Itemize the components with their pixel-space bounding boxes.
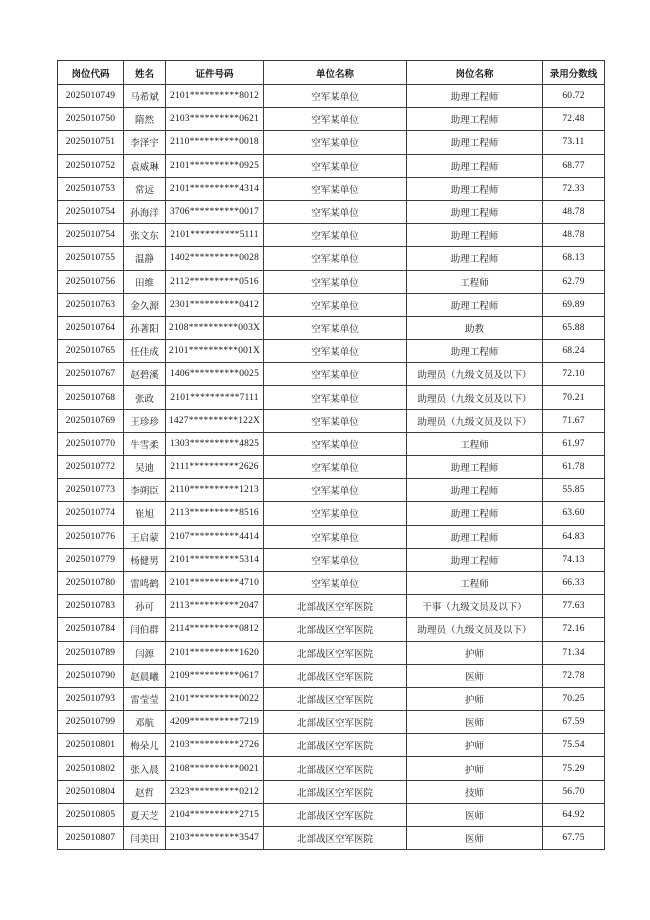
table-row <box>58 687 605 710</box>
header-position-code: 岗位代码 <box>58 61 124 85</box>
cell-admission_score: 71.67 <box>543 409 605 432</box>
table-row <box>58 525 605 548</box>
cell-admission_score: 72.33 <box>543 177 605 200</box>
table-row <box>58 618 605 641</box>
table-row <box>58 641 605 664</box>
cell-id_number: 1303**********4825 <box>166 432 264 455</box>
cell-position_code: 2025010767 <box>58 363 124 386</box>
cell-id_number: 2114**********0812 <box>166 618 264 641</box>
cell-name: 张政 <box>124 386 166 409</box>
cell-id_number: 2108**********003X <box>166 316 264 339</box>
header-admission-score: 录用分数线 <box>543 61 605 85</box>
cell-name: 李朔臣 <box>124 479 166 502</box>
cell-admission_score: 70.25 <box>543 687 605 710</box>
cell-unit_name: 北部战区空军医院 <box>264 618 407 641</box>
cell-id_number: 2113**********8516 <box>166 502 264 525</box>
cell-admission_score: 60.72 <box>543 85 605 108</box>
cell-unit_name: 空军某单位 <box>264 108 407 131</box>
cell-position_code: 2025010780 <box>58 571 124 594</box>
header-id-number: 证件号码 <box>166 61 264 85</box>
cell-unit_name: 北部战区空军医院 <box>264 595 407 618</box>
cell-position_code: 2025010756 <box>58 270 124 293</box>
cell-position_code: 2025010789 <box>58 641 124 664</box>
cell-unit_name: 空军某单位 <box>264 456 407 479</box>
cell-id_number: 2101**********1620 <box>166 641 264 664</box>
cell-unit_name: 空军某单位 <box>264 270 407 293</box>
cell-name: 赵碧溪 <box>124 363 166 386</box>
cell-id_number: 1406**********0025 <box>166 363 264 386</box>
cell-position_name: 助理工程师 <box>407 502 543 525</box>
cell-name: 闫美田 <box>124 827 166 850</box>
cell-position_name: 助理工程师 <box>407 224 543 247</box>
cell-id_number: 2101**********0925 <box>166 154 264 177</box>
table-row <box>58 386 605 409</box>
cell-unit_name: 空军某单位 <box>264 154 407 177</box>
cell-position_name: 助理员（九级文员及以下） <box>407 409 543 432</box>
cell-unit_name: 空军某单位 <box>264 363 407 386</box>
cell-unit_name: 北部战区空军医院 <box>264 664 407 687</box>
cell-position_name: 助教 <box>407 316 543 339</box>
table-row <box>58 548 605 571</box>
cell-admission_score: 63.60 <box>543 502 605 525</box>
cell-position_name: 技师 <box>407 780 543 803</box>
cell-unit_name: 空军某单位 <box>264 548 407 571</box>
cell-position_name: 医师 <box>407 827 543 850</box>
cell-admission_score: 48.78 <box>543 224 605 247</box>
cell-id_number: 2109**********0617 <box>166 664 264 687</box>
cell-id_number: 2323**********0212 <box>166 780 264 803</box>
cell-position_code: 2025010749 <box>58 85 124 108</box>
cell-position_name: 护师 <box>407 734 543 757</box>
cell-position_code: 2025010784 <box>58 618 124 641</box>
cell-unit_name: 空军某单位 <box>264 316 407 339</box>
cell-unit_name: 空军某单位 <box>264 131 407 154</box>
cell-position_name: 助理工程师 <box>407 456 543 479</box>
cell-id_number: 2101**********8012 <box>166 85 264 108</box>
cell-position_name: 护师 <box>407 757 543 780</box>
cell-id_number: 2101**********4314 <box>166 177 264 200</box>
cell-name: 李泽宇 <box>124 131 166 154</box>
cell-id_number: 2103**********2726 <box>166 734 264 757</box>
cell-name: 孙海洋 <box>124 200 166 223</box>
cell-admission_score: 69.89 <box>543 293 605 316</box>
cell-id_number: 2110**********0018 <box>166 131 264 154</box>
cell-position_code: 2025010764 <box>58 316 124 339</box>
cell-name: 王珍珍 <box>124 409 166 432</box>
cell-name: 吴迪 <box>124 456 166 479</box>
cell-position_code: 2025010790 <box>58 664 124 687</box>
cell-unit_name: 北部战区空军医院 <box>264 827 407 850</box>
cell-id_number: 2301**********0412 <box>166 293 264 316</box>
header-name: 姓名 <box>124 61 166 85</box>
cell-admission_score: 73.11 <box>543 131 605 154</box>
table-row <box>58 293 605 316</box>
cell-name: 雷莹莹 <box>124 687 166 710</box>
cell-unit_name: 空军某单位 <box>264 85 407 108</box>
cell-name: 田维 <box>124 270 166 293</box>
cell-admission_score: 65.88 <box>543 316 605 339</box>
cell-name: 赵晨曦 <box>124 664 166 687</box>
cell-id_number: 2113**********2047 <box>166 595 264 618</box>
cell-position_code: 2025010753 <box>58 177 124 200</box>
cell-name: 杨健男 <box>124 548 166 571</box>
cell-id_number: 2103**********3547 <box>166 827 264 850</box>
table-row <box>58 154 605 177</box>
cell-position_code: 2025010770 <box>58 432 124 455</box>
table-row <box>58 757 605 780</box>
cell-id_number: 4209**********7219 <box>166 711 264 734</box>
cell-name: 梅朵儿 <box>124 734 166 757</box>
cell-position_name: 助理工程师 <box>407 154 543 177</box>
cell-unit_name: 空军某单位 <box>264 247 407 270</box>
cell-position_name: 助理员（九级文员及以下） <box>407 363 543 386</box>
table-header-row <box>58 61 605 85</box>
cell-position_name: 助理员（九级文员及以下） <box>407 386 543 409</box>
header-unit-name: 单位名称 <box>264 61 407 85</box>
cell-unit_name: 北部战区空军医院 <box>264 734 407 757</box>
cell-name: 雷鸣鹤 <box>124 571 166 594</box>
cell-name: 张文东 <box>124 224 166 247</box>
table-row <box>58 224 605 247</box>
cell-position_name: 工程师 <box>407 571 543 594</box>
cell-position_name: 助理员（九级文员及以下） <box>407 618 543 641</box>
cell-position_name: 助理工程师 <box>407 177 543 200</box>
cell-name: 马希斌 <box>124 85 166 108</box>
cell-admission_score: 72.78 <box>543 664 605 687</box>
header-position-name: 岗位名称 <box>407 61 543 85</box>
cell-admission_score: 55.85 <box>543 479 605 502</box>
cell-name: 隋然 <box>124 108 166 131</box>
table-row <box>58 432 605 455</box>
cell-unit_name: 北部战区空军医院 <box>264 780 407 803</box>
cell-unit_name: 北部战区空军医院 <box>264 711 407 734</box>
cell-admission_score: 48.78 <box>543 200 605 223</box>
cell-position_name: 医师 <box>407 803 543 826</box>
cell-position_code: 2025010779 <box>58 548 124 571</box>
cell-unit_name: 空军某单位 <box>264 571 407 594</box>
table-row <box>58 177 605 200</box>
table-row <box>58 316 605 339</box>
cell-admission_score: 75.54 <box>543 734 605 757</box>
cell-unit_name: 北部战区空军医院 <box>264 641 407 664</box>
cell-name: 牛雪柔 <box>124 432 166 455</box>
cell-position_code: 2025010783 <box>58 595 124 618</box>
cell-unit_name: 空军某单位 <box>264 200 407 223</box>
cell-id_number: 2110**********1213 <box>166 479 264 502</box>
cell-admission_score: 61.97 <box>543 432 605 455</box>
cell-position_name: 助理工程师 <box>407 200 543 223</box>
cell-position_code: 2025010752 <box>58 154 124 177</box>
cell-id_number: 2104**********2715 <box>166 803 264 826</box>
cell-unit_name: 空军某单位 <box>264 409 407 432</box>
cell-id_number: 1402**********0028 <box>166 247 264 270</box>
cell-name: 金久源 <box>124 293 166 316</box>
cell-position_name: 助理工程师 <box>407 293 543 316</box>
cell-unit_name: 北部战区空军医院 <box>264 803 407 826</box>
cell-admission_score: 56.70 <box>543 780 605 803</box>
table-row <box>58 711 605 734</box>
cell-position_code: 2025010805 <box>58 803 124 826</box>
table-row <box>58 270 605 293</box>
cell-id_number: 3706**********0017 <box>166 200 264 223</box>
cell-name: 闫源 <box>124 641 166 664</box>
cell-position_code: 2025010807 <box>58 827 124 850</box>
cell-unit_name: 空军某单位 <box>264 479 407 502</box>
cell-id_number: 2111**********2626 <box>166 456 264 479</box>
table-row <box>58 502 605 525</box>
cell-unit_name: 空军某单位 <box>264 224 407 247</box>
cell-position_name: 助理工程师 <box>407 108 543 131</box>
cell-position_code: 2025010754 <box>58 224 124 247</box>
cell-id_number: 2101**********5111 <box>166 224 264 247</box>
cell-name: 邓航 <box>124 711 166 734</box>
cell-name: 孙著阳 <box>124 316 166 339</box>
cell-unit_name: 空军某单位 <box>264 293 407 316</box>
cell-unit_name: 空军某单位 <box>264 525 407 548</box>
cell-id_number: 2107**********4414 <box>166 525 264 548</box>
table-row <box>58 595 605 618</box>
cell-unit_name: 空军某单位 <box>264 432 407 455</box>
cell-admission_score: 75.29 <box>543 757 605 780</box>
cell-position_code: 2025010799 <box>58 711 124 734</box>
cell-name: 常远 <box>124 177 166 200</box>
cell-admission_score: 68.13 <box>543 247 605 270</box>
table-row <box>58 85 605 108</box>
cell-name: 夏天芝 <box>124 803 166 826</box>
table-row <box>58 803 605 826</box>
cell-admission_score: 66.33 <box>543 571 605 594</box>
cell-admission_score: 72.48 <box>543 108 605 131</box>
cell-admission_score: 62.79 <box>543 270 605 293</box>
cell-position_code: 2025010750 <box>58 108 124 131</box>
cell-unit_name: 空军某单位 <box>264 177 407 200</box>
cell-id_number: 2112**********0516 <box>166 270 264 293</box>
cell-position_name: 助理工程师 <box>407 247 543 270</box>
cell-name: 袁威琳 <box>124 154 166 177</box>
cell-position_name: 医师 <box>407 711 543 734</box>
cell-position_name: 工程师 <box>407 432 543 455</box>
cell-position_code: 2025010768 <box>58 386 124 409</box>
cell-name: 赵哲 <box>124 780 166 803</box>
cell-position_code: 2025010751 <box>58 131 124 154</box>
cell-name: 王启蒙 <box>124 525 166 548</box>
cell-unit_name: 空军某单位 <box>264 340 407 363</box>
table-row <box>58 108 605 131</box>
cell-admission_score: 72.10 <box>543 363 605 386</box>
cell-position_name: 助理工程师 <box>407 479 543 502</box>
table-row <box>58 456 605 479</box>
cell-position_name: 助理工程师 <box>407 131 543 154</box>
cell-position_code: 2025010772 <box>58 456 124 479</box>
cell-position_name: 护师 <box>407 641 543 664</box>
table-row <box>58 247 605 270</box>
table-row <box>58 827 605 850</box>
cell-position_code: 2025010776 <box>58 525 124 548</box>
table-row <box>58 409 605 432</box>
table-row <box>58 200 605 223</box>
cell-position_code: 2025010802 <box>58 757 124 780</box>
cell-id_number: 2108**********0021 <box>166 757 264 780</box>
cell-name: 任佳成 <box>124 340 166 363</box>
cell-position_name: 护师 <box>407 687 543 710</box>
cell-admission_score: 64.92 <box>543 803 605 826</box>
cell-position_name: 助理工程师 <box>407 340 543 363</box>
cell-admission_score: 72.16 <box>543 618 605 641</box>
cell-position_code: 2025010773 <box>58 479 124 502</box>
cell-unit_name: 北部战区空军医院 <box>264 757 407 780</box>
table-row <box>58 780 605 803</box>
cell-position_name: 医师 <box>407 664 543 687</box>
cell-name: 闫伯群 <box>124 618 166 641</box>
cell-position_name: 助理工程师 <box>407 548 543 571</box>
cell-position_code: 2025010754 <box>58 200 124 223</box>
cell-id_number: 1427**********122X <box>166 409 264 432</box>
cell-id_number: 2101**********0022 <box>166 687 264 710</box>
cell-id_number: 2101**********7111 <box>166 386 264 409</box>
table-body <box>58 85 605 850</box>
cell-id_number: 2103**********0621 <box>166 108 264 131</box>
cell-position_code: 2025010801 <box>58 734 124 757</box>
cell-position_name: 助理工程师 <box>407 85 543 108</box>
cell-name: 张入晨 <box>124 757 166 780</box>
cell-admission_score: 70.21 <box>543 386 605 409</box>
table-row <box>58 479 605 502</box>
cell-id_number: 2101**********001X <box>166 340 264 363</box>
table-row <box>58 734 605 757</box>
cell-unit_name: 北部战区空军医院 <box>264 687 407 710</box>
cell-position_code: 2025010769 <box>58 409 124 432</box>
cell-unit_name: 空军某单位 <box>264 502 407 525</box>
cell-name: 孙可 <box>124 595 166 618</box>
cell-position_code: 2025010763 <box>58 293 124 316</box>
cell-admission_score: 71.34 <box>543 641 605 664</box>
cell-position_code: 2025010774 <box>58 502 124 525</box>
cell-admission_score: 77.63 <box>543 595 605 618</box>
score-roster-table <box>57 60 605 850</box>
table-row <box>58 131 605 154</box>
cell-name: 崔旭 <box>124 502 166 525</box>
cell-position_code: 2025010765 <box>58 340 124 363</box>
cell-unit_name: 空军某单位 <box>264 386 407 409</box>
cell-id_number: 2101**********5314 <box>166 548 264 571</box>
cell-position_name: 工程师 <box>407 270 543 293</box>
cell-admission_score: 67.59 <box>543 711 605 734</box>
cell-position_code: 2025010793 <box>58 687 124 710</box>
cell-name: 温静 <box>124 247 166 270</box>
cell-position_name: 干事（九级文员及以下） <box>407 595 543 618</box>
cell-admission_score: 64.83 <box>543 525 605 548</box>
cell-position_code: 2025010755 <box>58 247 124 270</box>
cell-position_code: 2025010804 <box>58 780 124 803</box>
cell-admission_score: 67.75 <box>543 827 605 850</box>
cell-admission_score: 68.24 <box>543 340 605 363</box>
cell-position_name: 助理工程师 <box>407 525 543 548</box>
table-row <box>58 664 605 687</box>
table-row <box>58 340 605 363</box>
cell-admission_score: 74.13 <box>543 548 605 571</box>
cell-admission_score: 61.78 <box>543 456 605 479</box>
table-row <box>58 571 605 594</box>
table-row <box>58 363 605 386</box>
cell-id_number: 2101**********4710 <box>166 571 264 594</box>
cell-admission_score: 68.77 <box>543 154 605 177</box>
